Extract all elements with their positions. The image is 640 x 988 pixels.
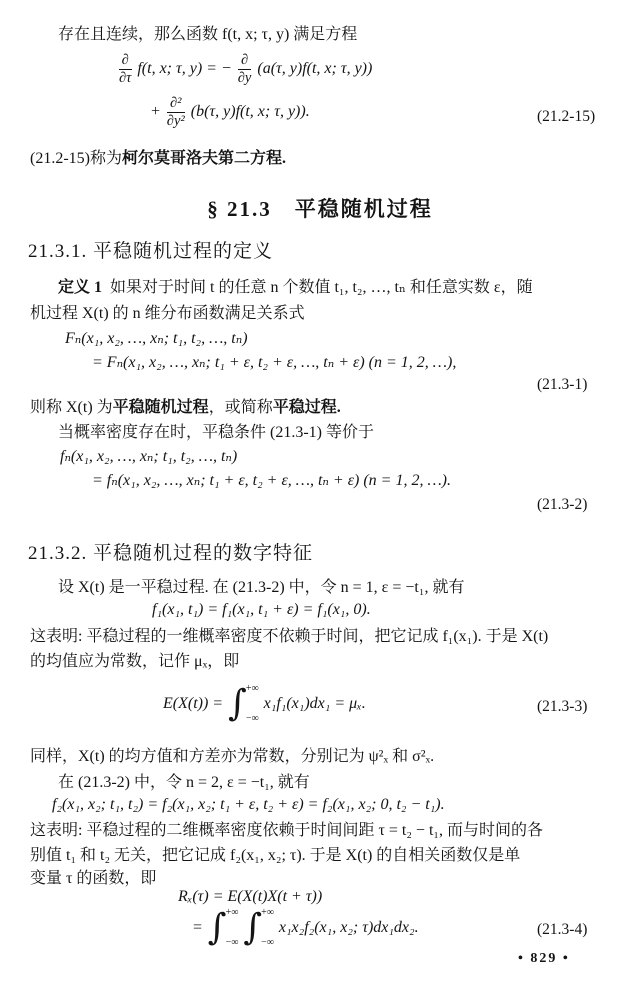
eq-rhs: x₁f₁(x₁)dx₁ = μₓ. <box>263 695 366 712</box>
eq-21-3-4-line1 <box>178 888 322 906</box>
stationary-process-term: 平稳随机过程 <box>112 399 209 416</box>
eq-rhs: x₁x₂f₂(x₁, x₂; τ)dx₁dx₂. <box>278 919 419 936</box>
equals-sign: = <box>192 919 203 936</box>
section-heading: § 21.3 平稳随机过程 <box>207 197 433 221</box>
kolmogorov-term: 柯尔莫哥洛夫第二方程. <box>122 150 287 167</box>
eq-21-3-1-line2 <box>92 352 456 372</box>
integral-symbol <box>228 684 259 724</box>
variance-line: 同样，X(t) 的均方值和方差亦为常数，分别记为 ψ²ₓ 和 σ²ₓ. <box>30 748 435 765</box>
fraction-denominator: ∂τ <box>119 69 132 86</box>
eq-21-3-2-line1 <box>60 446 237 466</box>
integral-symbol <box>208 908 239 948</box>
eq-21-3-3 <box>163 684 366 724</box>
definition-text: 如果对于时间 t 的任意 n 个数值 t₁, t₂, …, tₙ 和任意实数 ε，随 <box>102 279 533 296</box>
explain-2d-line3: 变量 τ 的函数，即 <box>30 870 157 887</box>
fraction-numerator: ∂ <box>238 52 251 70</box>
eq-term: = fₙ(x₁, x₂, …, xₙ; t₁ + ε, t₂ + ε, …, tₙ + ε) (n = 1, 2, …). <box>92 472 452 489</box>
integral-limits <box>246 684 259 724</box>
eq-term: Rₓ(τ) = E(X(t)X(t + τ)) <box>178 888 323 905</box>
eq-term: (a(τ, y)f(t, x; τ, y)) <box>257 60 373 78</box>
eq-term: f₂(x₁, x₂; t₁, t₂) = f₂(x₁, x₂; t₁ + ε, t₂ + ε) = f₂(x₁, x₂; 0, t₂ − t₁). <box>52 796 445 813</box>
kolmogorov-pre: (21.2-15)称为 <box>30 150 122 167</box>
fraction-numerator: ∂² <box>167 95 185 113</box>
equation-tag-21-3-2: (21.3-2) <box>537 496 588 513</box>
eq-term: f₁(x₁, t₁) = f₁(x₁, t₁ + ε) = f₁(x₁, 0). <box>152 601 371 618</box>
lower-limit: −∞ <box>261 937 274 948</box>
fraction-denominator: ∂y <box>237 69 252 86</box>
stationary-naming-line <box>30 397 341 419</box>
explain-2d-line2: 别值 t₁ 和 t₂ 无关，把它记成 f₂(x₁, x₂; τ). 于是 X(t) 的自相关函数仅是单 <box>30 847 521 864</box>
eq-f1-identity <box>152 601 371 619</box>
partial-tau-fraction <box>118 52 132 86</box>
definition-label: 定义 1 <box>58 279 103 296</box>
explain-1d-line1: 这表明: 平稳过程的一维概率密度不依赖于时间，把它记成 f₁(x₁). 于是 X(t) <box>30 628 549 645</box>
eq-f2-identity <box>52 796 445 814</box>
let-n1-line: 设 X(t) 是一平稳过程. 在 (21.3-2) 中，令 n = 1, ε = −t₁, 就有 <box>58 579 465 596</box>
definition-line2: 机过程 X(t) 的 n 维分布函数满足关系式 <box>30 305 305 322</box>
integral-symbol <box>243 908 274 948</box>
naming-pre: 则称 X(t) 为 <box>30 399 113 416</box>
fraction-numerator: ∂ <box>119 52 132 70</box>
equation-tag-21-3-4: (21.3-4) <box>537 921 588 938</box>
integral-glyph: ∫ <box>228 682 247 724</box>
short-term: 平稳过程. <box>272 399 341 416</box>
density-condition-line: 当概率密度存在时，平稳条件 (21.3-1) 等价于 <box>58 424 374 441</box>
page-number: • 829 • <box>518 951 570 966</box>
explain-1d-line2: 的均值应为常数，记作 μₓ，即 <box>30 653 240 670</box>
upper-limit: +∞ <box>261 907 274 918</box>
lower-limit: −∞ <box>225 937 239 948</box>
upper-limit: +∞ <box>245 683 259 694</box>
upper-limit: +∞ <box>225 907 239 918</box>
integral-glyph: ∫ <box>207 906 227 948</box>
integral-limits <box>261 908 274 948</box>
eq-lhs: E(X(t)) = <box>163 695 224 712</box>
plus-sign: + <box>150 103 161 121</box>
eq-21-3-2-line2 <box>92 470 451 490</box>
eq-term: fₙ(x₁, x₂, …, xₙ; t₁, t₂, …, tₙ) <box>60 448 238 465</box>
eq-term: (b(τ, y)f(t, x; τ, y)). <box>190 103 310 121</box>
eq-21-2-15-line2 <box>150 95 310 129</box>
subsection-heading-2131: 21.3.1. 平稳随机过程的定义 <box>28 241 274 262</box>
equation-tag-21-2-15: (21.2-15) <box>537 108 596 125</box>
let-n2-line: 在 (21.3-2) 中，令 n = 2, ε = −t₁, 就有 <box>58 774 310 791</box>
eq-term: Fₙ(x₁, x₂, …, xₙ; t₁, t₂, …, tₙ) <box>65 330 248 347</box>
integral-limits <box>226 908 239 948</box>
eq-21-3-1-line1 <box>65 328 248 348</box>
eq-21-2-15-line1 <box>118 52 372 86</box>
intro-line: 存在且连续，那么函数 f(t, x; τ, y) 满足方程 <box>58 26 358 43</box>
equation-tag-21-3-1: (21.3-1) <box>537 376 588 393</box>
eq-term: = Fₙ(x₁, x₂, …, xₙ; t₁ + ε, t₂ + ε, …, tₙ + ε) (n = 1, 2, …), <box>92 354 457 371</box>
equation-tag-21-3-3: (21.3-3) <box>537 698 588 715</box>
fraction-denominator: ∂y² <box>166 112 185 129</box>
definition-line1 <box>58 277 533 299</box>
integral-glyph: ∫ <box>243 906 263 948</box>
subsection-heading-2132: 21.3.2. 平稳随机过程的数字特征 <box>28 543 314 564</box>
eq-21-3-4-line2 <box>192 908 419 948</box>
naming-mid: ，或简称 <box>208 399 273 416</box>
partial-y-fraction <box>237 52 253 86</box>
explain-2d-line1: 这表明: 平稳过程的二维概率密度依赖于时间间距 τ = t₂ − t₁, 而与时间的各 <box>30 822 543 839</box>
lower-limit: −∞ <box>245 713 259 724</box>
kolmogorov-line <box>30 148 286 170</box>
partial-y2-fraction <box>166 95 186 129</box>
eq-term: f(t, x; τ, y) = − <box>137 60 232 78</box>
